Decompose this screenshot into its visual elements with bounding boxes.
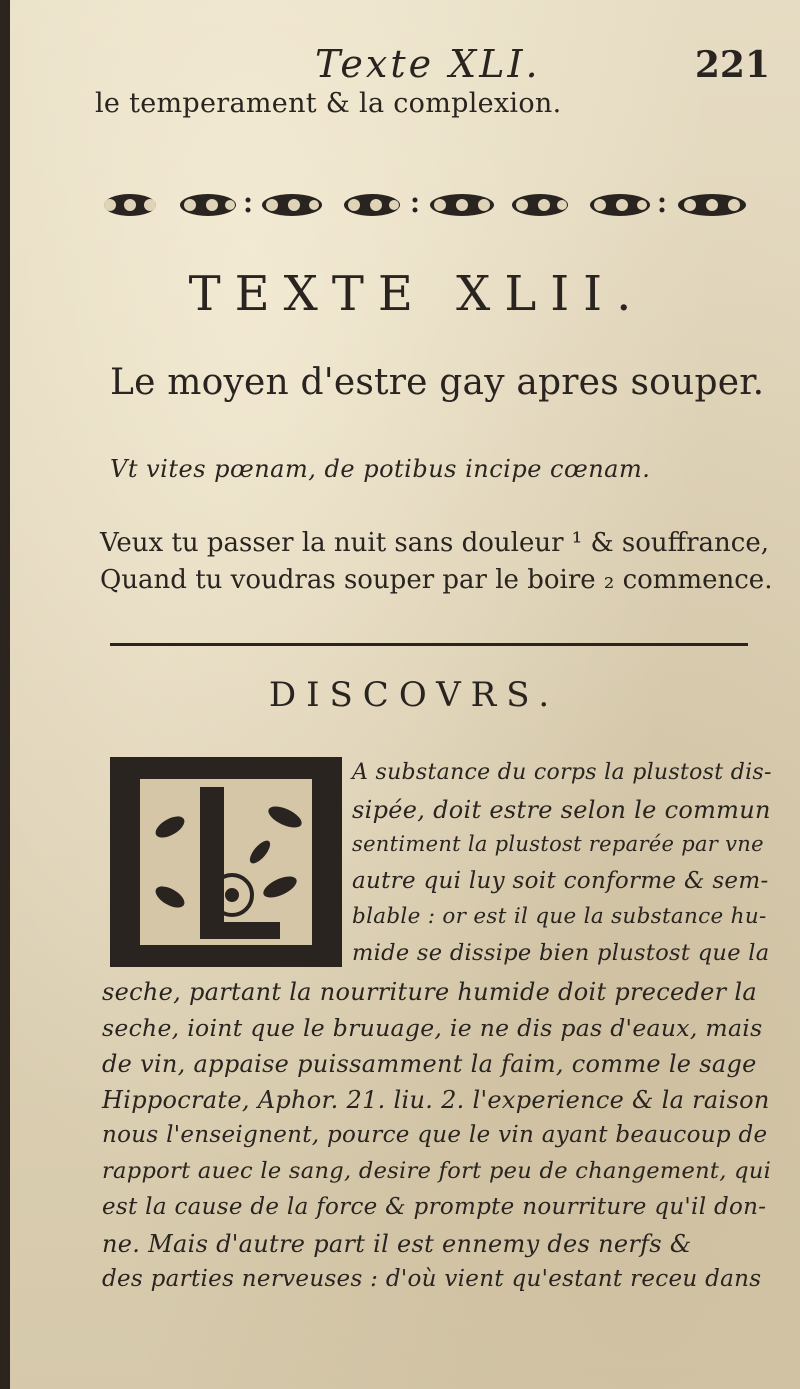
fleuron-1 bbox=[104, 194, 156, 216]
fleuron-8 bbox=[678, 194, 746, 216]
body-line: Hippocrate, Aphor. 21. liu. 2. l'experience & la raison bbox=[102, 1086, 770, 1114]
body-line: blable : or est il que la substance hu- bbox=[352, 904, 767, 929]
fleuron-3 bbox=[262, 194, 322, 216]
body-line: rapport auec le sang, desire fort peu de changement, qui bbox=[102, 1158, 772, 1184]
body-line: de vin, appaise puissamment la faim, comme le sage bbox=[102, 1050, 757, 1078]
fleuron-ornament-band bbox=[100, 185, 762, 225]
body-line: nous l'enseignent, pource que le vin ayant beaucoup de bbox=[102, 1122, 768, 1148]
body-line: autre qui luy soit conforme & sem- bbox=[352, 868, 769, 894]
body-line: sentiment la plustost reparée par vne bbox=[352, 832, 764, 856]
verse-line: Veux tu passer la nuit sans douleur ¹ & souffrance, bbox=[100, 528, 769, 558]
carry-over-line: le temperament & la complexion. bbox=[95, 88, 562, 119]
body-line: seche, partant la nourriture humide doit preceder la bbox=[102, 978, 757, 1006]
body-line: est la cause de la force & prompte nourriture qu'il don- bbox=[102, 1194, 767, 1220]
fleuron-4 bbox=[344, 194, 400, 216]
fleuron-6 bbox=[512, 194, 568, 216]
fleuron-5 bbox=[430, 194, 494, 216]
body-line: seche, ioint que le bruuage, ie ne dis pas d'eaux, mais bbox=[102, 1014, 763, 1042]
discours-heading: DISCOVRS. bbox=[268, 675, 560, 715]
body-line: A substance du corps la plustost dis- bbox=[352, 760, 772, 785]
horizontal-rule bbox=[110, 643, 748, 646]
ornamental-drop-cap bbox=[110, 757, 342, 967]
fleuron-7 bbox=[590, 194, 650, 216]
page-number: 221 bbox=[694, 44, 770, 86]
section-subtitle: Le moyen d'estre gay apres souper. bbox=[110, 362, 765, 403]
fleuron-2 bbox=[180, 194, 236, 216]
latin-epigraph: Vt vites pœnam, de potibus incipe cœnam. bbox=[110, 455, 651, 483]
body-line: mide se dissipe bien plustost que la bbox=[352, 940, 770, 966]
section-title: TEXTE XLII. bbox=[188, 266, 646, 322]
running-title: Texte XLI. bbox=[315, 42, 541, 86]
body-line: ne. Mais d'autre part il est ennemy des nerfs & bbox=[102, 1230, 692, 1258]
running-head bbox=[100, 38, 780, 88]
verse-line: Quand tu voudras souper par le boire ₂ commence. bbox=[100, 565, 773, 595]
body-line: sipée, doit estre selon le commun bbox=[352, 796, 771, 824]
body-line: des parties nerveuses : d'où vient qu'estant receu dans bbox=[102, 1266, 762, 1292]
